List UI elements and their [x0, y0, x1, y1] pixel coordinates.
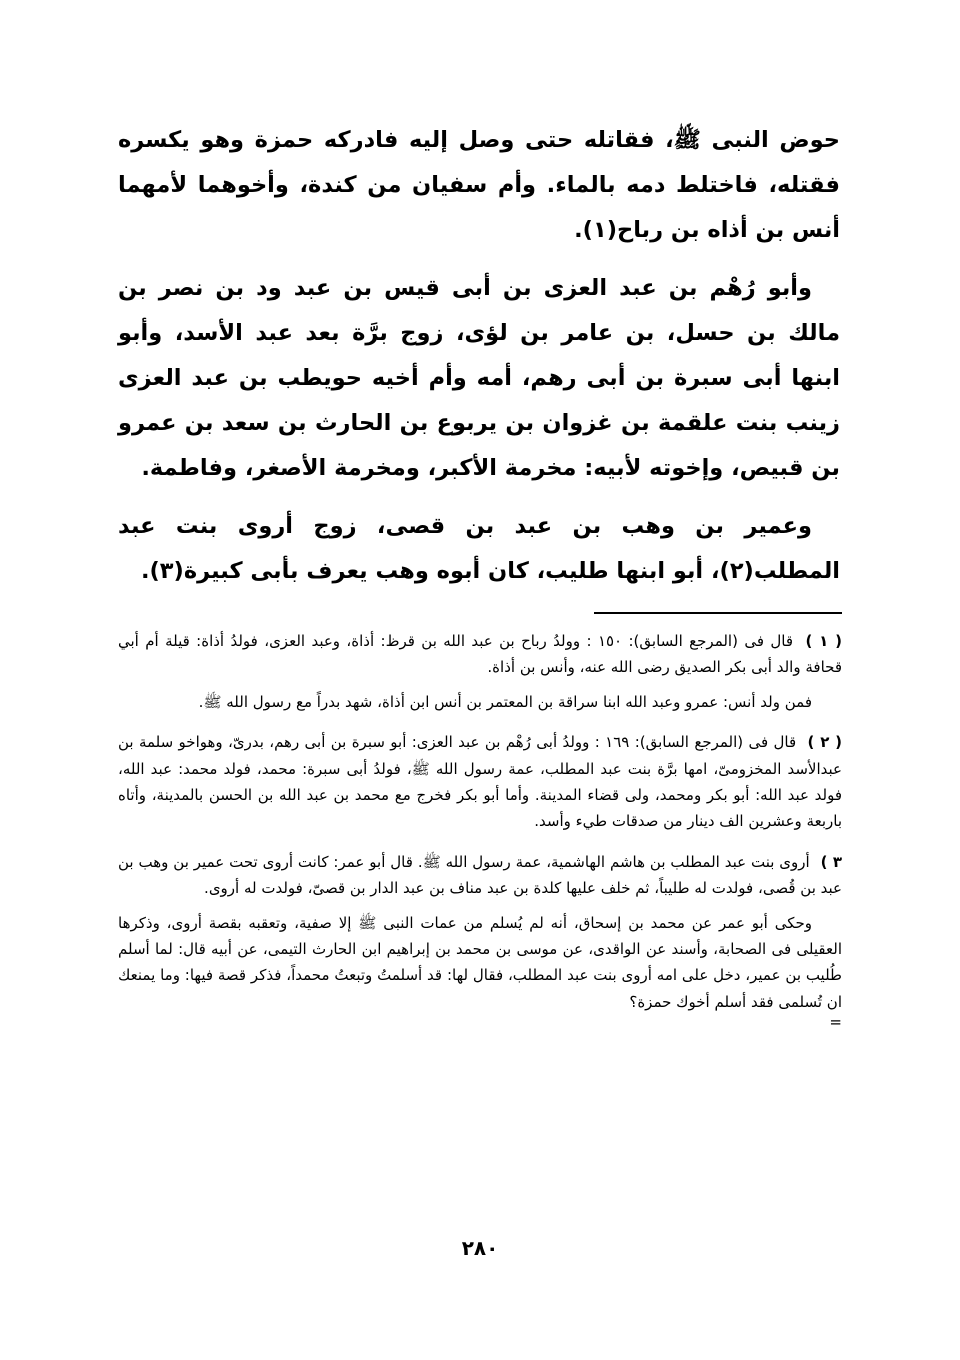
- footnote-3: [118, 849, 842, 902]
- footnote-separator-rule: [594, 612, 842, 614]
- footnote-2: [118, 729, 842, 835]
- footnote-3-continuation: وحكى أبو عمر عن محمد بن إسحاق، أنه لم يُسلم من عمات النبى ﷺ إلا صفية، وتعقبه بقصة أروى، وذكرها العقيلى فى الصحابة، وأسند عن الواقدى، عن موسى بن محمد بن إبراهيم ابن الحارث التيمى، عن أبيه قال: لما أسلم طُليب بن عمير، دخل على امه أروى بنت عبد المطلب، فقال لها: قد أسلمتُ وتبعتُ محمداً، فذكر قصة فيها: وما يمنعك ان تُسلمى فقد أسلم أخوك حمزة؟: [118, 913, 842, 1011]
- footnote-1: [118, 628, 842, 681]
- main-text-block: [118, 118, 840, 594]
- footnote-3-number: ٣ ): [820, 852, 842, 871]
- continuation-mark: =: [829, 1013, 842, 1032]
- main-paragraph-2: وأبو رُهْم بن عبد العزى بن أبى قيس بن عبد ود بن نصر بن مالك بن حسل، بن عامر بن لؤى، زوج برَّة بعد عبد الأسد، وأبو ابنها أبى سبرة بن أبى رهم، أمه وأم أخيه حويطب بن عبد العزى زينب بنت علقمة بن غزوان بن يربوع بن الحارث بن سعد بن عمرو بن قبيص، وإخوته لأبيه: مخرمة الأكبر، ومخرمة الأصغر، وفاطمة.: [118, 275, 840, 481]
- footnote-2-number: ( ٢ ): [807, 733, 843, 752]
- footnote-3-text: أروى بنت عبد المطلب بن هاشم الهاشمية، عمة رسول الله ﷺ. قال أبو عمر: كانت أروى تحت عمير بن وهب بن عبد بن قُصى، فولدت له طليباً، ثم خلف عليها كلدة بن عبد مناف بن عبد الدار بن قصىّ، فولدت له أروى.: [118, 852, 842, 898]
- page-number: ٢٨٠: [461, 1236, 499, 1260]
- footnote-1-number: ( ١ ): [805, 632, 842, 650]
- footnote-1-continuation: فمن ولد أنس: عمرو وعبد الله ابنا سراقة بن المعتمر بن أنس ابن أذاة، شهد بدراً مع رسول الله ﷺ.: [198, 692, 812, 711]
- footnote-1-text: قال فى (المرجع السابق): ١٥٠ : وولدُ رباح بن عبد الله بن قرظ: أذاة، وعبد العزى، فولدُ أذاة: قيلة أم أبي قحافة والد أبى بكر الصديق رضى الله عنه، وأنس بن أذاة.: [118, 632, 842, 677]
- footnote-2-text: قال فى (المرجع السابق): ١٦٩ : وولدُ أبى رُهْم بن عبد العزى: أبو سبرة بن أبى رهم، بدرىّ، وهواخو سلمة بن عبدالأسد المخزومىّ، امها برَّة بنت عبد المطلب، عمة رسول الله ﷺ، فولدُ أبى سبرة: محمد، فولد محمد: عبد الله، فولد عبد الله: أبو بكر ومحمد، ولى قضاء المدينة. وأما أبو بكر فخرج مع محمد بن عبد الله بن الحسن بالمدينة، وأتاه باربعة وعشرين الف دينار من صدقات طيء وأسد.: [118, 733, 842, 831]
- main-paragraph-1: حوض النبى ﷺ، فقاتله حتى وصل إليه فادركه حمزة وهو يكسره فقتله، فاختلط دمه بالماء. وأم سفيان من كندة، وأخوهما لأمهما أنس بن أذاه بن رباح(١).: [118, 127, 840, 243]
- main-paragraph-3: وعمير بن وهب بن عبد بن قصى، زوج أروى بنت عبد المطلب(٢)، أبو ابنها طليب، كان أبوه وهب يعرف بأبى كبيرة(٣).: [118, 513, 840, 584]
- footnotes-block: [118, 628, 843, 1032]
